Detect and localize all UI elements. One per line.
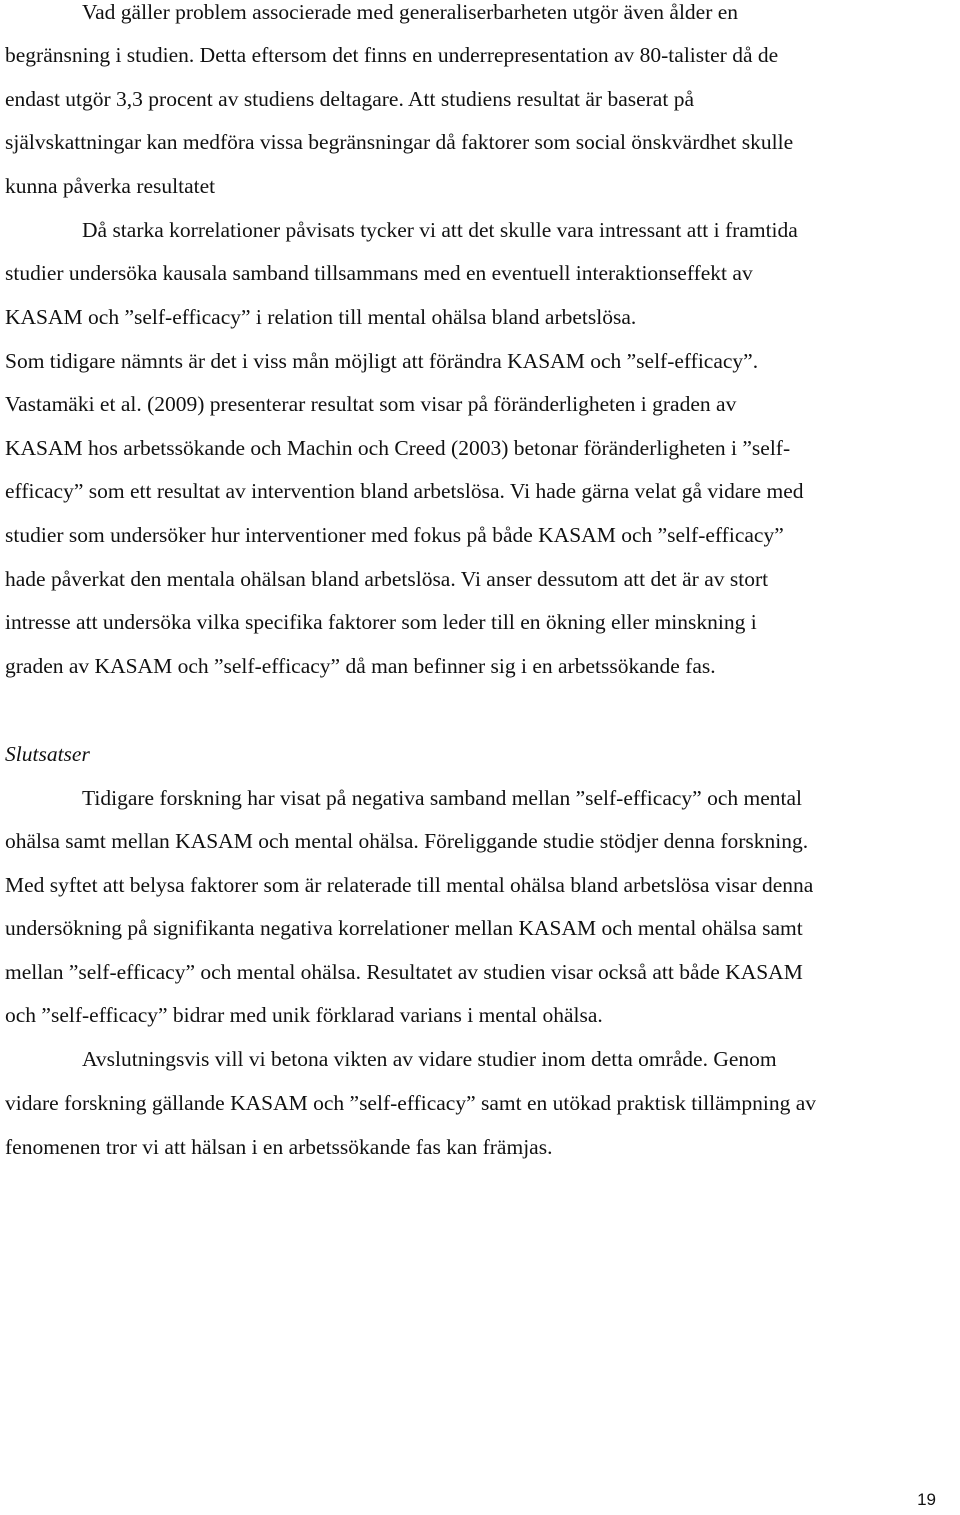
text-line: studier som undersöker hur interventioner med fokus på både KASAM och ”self-efficacy” <box>5 523 784 547</box>
text-line: graden av KASAM och ”self-efficacy” då man befinner sig i en arbetssökande fas. <box>5 654 716 678</box>
text-line: Avslutningsvis vill vi betona vikten av vidare studier inom detta område. Genom <box>82 1047 777 1071</box>
text-line: KASAM och ”self-efficacy” i relation till mental ohälsa bland arbetslösa. <box>5 305 637 329</box>
text-line: Vad gäller problem associerade med generaliserbarheten utgör även ålder en <box>82 0 739 24</box>
text-line: fenomenen tror vi att hälsan i en arbetssökande fas kan främjas. <box>5 1135 553 1159</box>
text-line: självskattningar kan medföra vissa begränsningar då faktorer som social önskvärdhet skulle <box>5 130 794 154</box>
text-line: Tidigare forskning har visat på negativa samband mellan ”self-efficacy” och mental <box>82 786 802 810</box>
text-line: intresse att undersöka vilka specifika faktorer som leder till en ökning eller minskning i <box>5 610 757 634</box>
text-line: vidare forskning gällande KASAM och ”self-efficacy” samt en utökad praktisk tillämpning av <box>5 1091 816 1115</box>
text-line: Med syftet att belysa faktorer som är relaterade till mental ohälsa bland arbetslösa visar denna <box>5 873 814 897</box>
text-line: undersökning på signifikanta negativa korrelationer mellan KASAM och mental ohälsa samt <box>5 916 803 940</box>
text-line: Vastamäki et al. (2009) presenterar resultat som visar på föränderligheten i graden av <box>5 392 737 416</box>
page-number: 19 <box>917 1490 936 1509</box>
text-line: KASAM hos arbetssökande och Machin och Creed (2003) betonar föränderligheten i ”self- <box>5 436 791 460</box>
text-line: ohälsa samt mellan KASAM och mental ohälsa. Föreliggande studie stödjer denna forskning. <box>5 829 809 853</box>
text-line: endast utgör 3,3 procent av studiens deltagare. Att studiens resultat är baserat på <box>5 87 694 111</box>
text-line: mellan ”self-efficacy” och mental ohälsa. Resultatet av studien visar också att både KASAM <box>5 960 803 984</box>
section-heading: Slutsatser <box>5 742 90 766</box>
text-line: studier undersöka kausala samband tillsammans med en eventuell interaktionseffekt av <box>5 261 753 285</box>
text-line: hade påverkat den mentala ohälsan bland arbetslösa. Vi anser dessutom att det är av stort <box>5 567 769 591</box>
text-line: kunna påverka resultatet <box>5 174 216 198</box>
text-line: efficacy” som ett resultat av intervention bland arbetslösa. Vi hade gärna velat gå vidare med <box>5 479 804 503</box>
text-line: Som tidigare nämnts är det i viss mån möjligt att förändra KASAM och ”self-efficacy”. <box>5 349 759 373</box>
text-line: begränsning i studien. Detta eftersom det finns en underrepresentation av 80-talister då de <box>5 43 779 67</box>
text-line: Då starka korrelationer påvisats tycker vi att det skulle vara intressant att i framtida <box>82 218 798 242</box>
text-line: och ”self-efficacy” bidrar med unik förklarad varians i mental ohälsa. <box>5 1003 603 1027</box>
